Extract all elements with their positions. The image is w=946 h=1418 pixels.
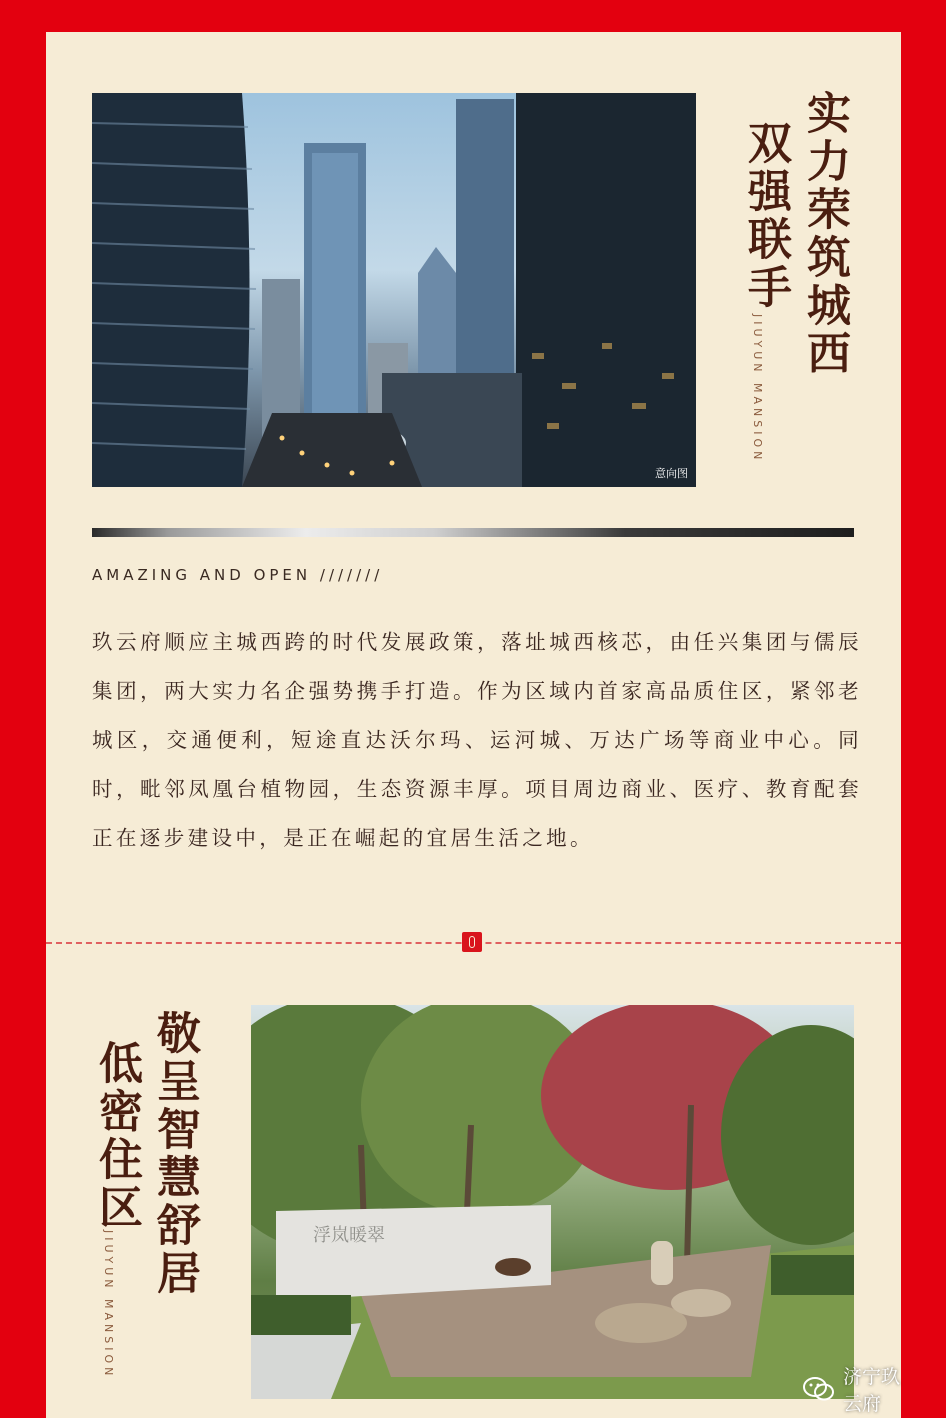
left-glass-tower [92, 93, 250, 487]
hedge [771, 1255, 854, 1295]
hedge [251, 1295, 351, 1335]
content-panel [46, 32, 901, 1418]
divider-bar [92, 528, 854, 537]
wechat-icon [803, 1376, 835, 1402]
dog [495, 1258, 531, 1276]
section1-title-line1: 实力荣筑城西 [799, 90, 850, 378]
street [242, 413, 422, 487]
section1-body: 玖云府顺应主城西跨的时代发展政策，落址城西核芯，由任兴集团与儒辰集团，两大实力名企强势携手打造。作为区域内首家高品质住区，紧邻老城区，交通便利，短途直达沃尔玛、运河城、万达广场等商业中心。同时，毗邻凤凰台植物园，生态资源丰厚。项目周边商业、医疗、教育配套正在逐步建设中，是正在崛起的宜居生活之地。 [92, 630, 862, 850]
section2-title-line2: 低密住区 [91, 1040, 142, 1232]
watermark-label: 济宁玖云府 [843, 1366, 901, 1415]
round-sofa [595, 1303, 687, 1343]
garden-illustration [251, 1005, 854, 1399]
separator-mark-icon [462, 932, 482, 952]
section1-subtitle: AMAZING AND OPEN /////// [92, 566, 384, 584]
sign-wall [276, 1205, 551, 1301]
city-skyline-image [92, 93, 696, 487]
person [651, 1241, 673, 1285]
image-note: 意向图 [655, 467, 688, 480]
right-glass-tower [516, 93, 696, 487]
sign-text: 浮岚暖翠 [313, 1225, 385, 1246]
section1-title-line2: 双强联手 [740, 120, 791, 312]
watermark [803, 1362, 901, 1416]
round-sofa [671, 1289, 731, 1317]
tower [312, 153, 358, 433]
skyline-illustration [92, 93, 696, 487]
section1-brand: JIUYUN MANSION [751, 314, 764, 464]
garden-image [251, 1005, 854, 1399]
section2-title-line1: 敬呈智慧舒居 [149, 1010, 200, 1298]
section2-brand: JIUYUN MANSION [102, 1230, 115, 1380]
